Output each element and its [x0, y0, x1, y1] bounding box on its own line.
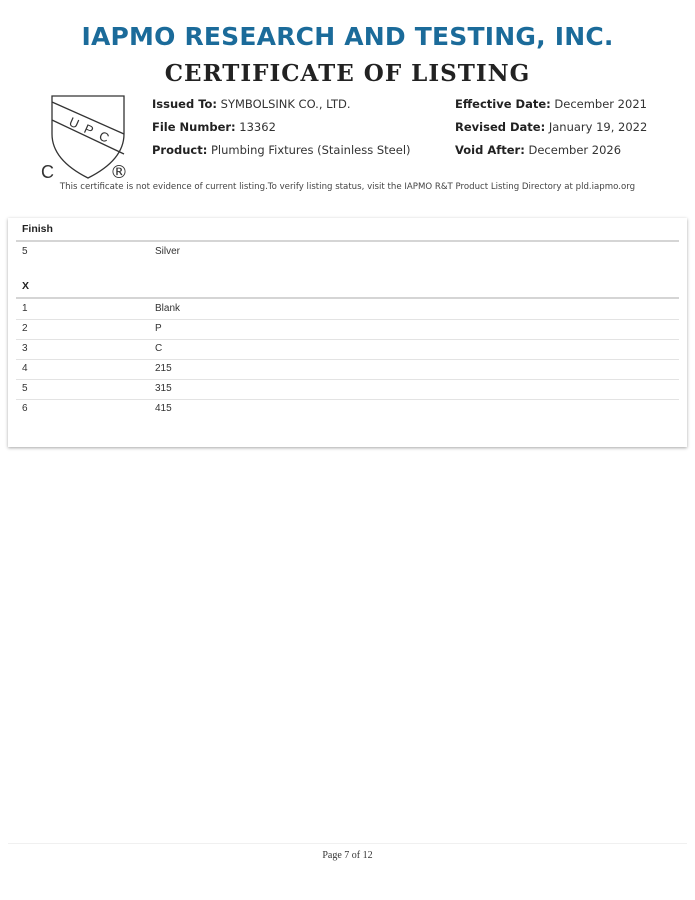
row-code: 3: [22, 343, 28, 354]
row-value: 315: [155, 383, 172, 394]
void-after-label: Void After:: [455, 143, 525, 157]
product-label: Product:: [152, 143, 208, 157]
listing-table-card: [8, 218, 687, 447]
row-code: 4: [22, 363, 28, 374]
section-title: X: [22, 280, 30, 292]
row-value: 415: [155, 403, 172, 414]
section-header-x: [16, 275, 679, 299]
revised-date: [455, 120, 647, 134]
product-value: Plumbing Fixtures (Stainless Steel): [211, 143, 411, 157]
organization-name: IAPMO RESEARCH AND TESTING, INC.: [81, 22, 614, 51]
table-row: [16, 242, 679, 262]
disclaimer-text: This certificate is not evidence of current listing.To verify listing status, visit the IAPMO R&T Product Listing Directory at pld.iapmo.org: [59, 182, 636, 192]
section-header-finish: [16, 218, 679, 242]
table-row: [16, 299, 679, 320]
table-row: [16, 359, 679, 380]
void-after-value: December 2026: [528, 143, 622, 157]
issued-to: [152, 97, 351, 111]
row-code: 5: [22, 246, 28, 257]
page-number: Page 7 of 12: [322, 850, 373, 861]
row-code: 1: [22, 303, 28, 314]
row-code: 6: [22, 403, 28, 414]
logo-letter-u: U: [66, 114, 82, 132]
section-title: Finish: [22, 223, 53, 235]
file-number-label: File Number:: [152, 120, 236, 134]
file-number: [152, 120, 276, 134]
effective-date: [455, 97, 647, 111]
revised-date-value: January 19, 2022: [548, 120, 648, 134]
table-row: [16, 379, 679, 400]
effective-date-value: December 2021: [554, 97, 647, 111]
logo-c-mark: C: [41, 162, 54, 182]
issued-to-label: Issued To:: [152, 97, 218, 111]
row-value: P: [155, 323, 162, 334]
row-value: Blank: [155, 303, 181, 314]
row-value: 215: [155, 363, 172, 374]
void-after: [455, 143, 621, 157]
upc-shield-icon: [38, 92, 134, 184]
row-value: Silver: [155, 246, 181, 257]
certificate-title: CERTIFICATE OF LISTING: [164, 60, 531, 87]
table-row: [16, 339, 679, 360]
row-value: C: [155, 343, 163, 354]
revised-date-label: Revised Date:: [455, 120, 546, 134]
table-row: [16, 319, 679, 340]
table-row: [16, 399, 679, 419]
logo-letter-p: P: [81, 121, 96, 139]
row-code: 5: [22, 383, 28, 394]
issued-to-value: SYMBOLSINK CO., LTD.: [220, 97, 351, 111]
product: [152, 143, 411, 157]
registered-mark-icon: ®: [110, 162, 128, 183]
effective-date-label: Effective Date:: [455, 97, 551, 111]
footer-divider: [8, 843, 687, 844]
logo-letter-c: C: [96, 128, 112, 146]
file-number-value: 13362: [239, 120, 276, 134]
row-code: 2: [22, 323, 28, 334]
